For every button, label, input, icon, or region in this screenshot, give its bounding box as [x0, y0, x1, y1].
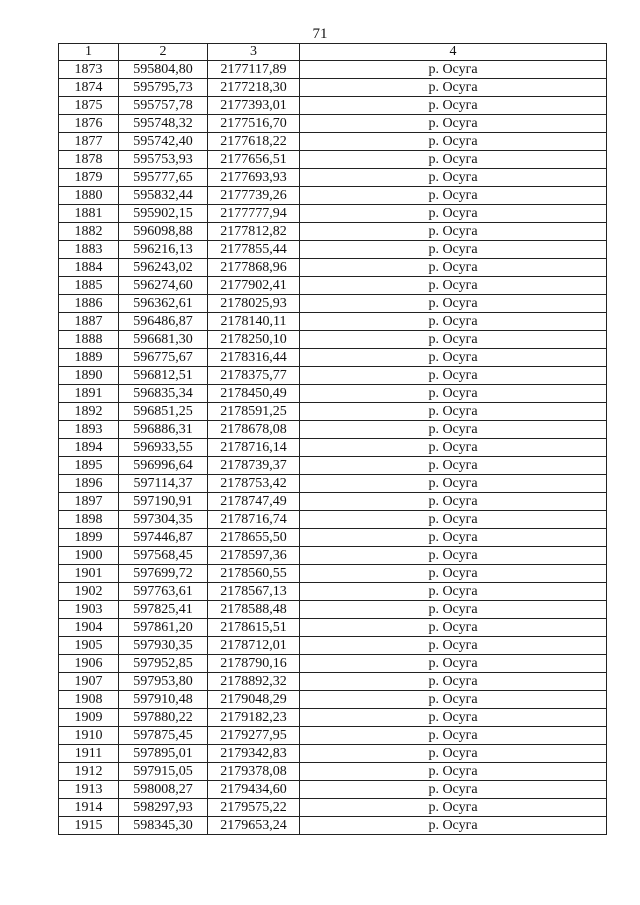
- page-number: 71: [312, 26, 328, 42]
- x-coordinate-cell: 597446,87: [119, 529, 208, 547]
- point-number-cell: 1891: [59, 385, 119, 403]
- y-coordinate-cell: 2178747,49: [208, 493, 300, 511]
- x-coordinate-cell: 595757,78: [119, 97, 208, 115]
- table-row: [59, 79, 607, 97]
- description-cell: р. Осуга: [300, 529, 607, 547]
- point-number-cell: 1902: [59, 583, 119, 601]
- y-coordinate-cell: 2178892,32: [208, 673, 300, 691]
- x-coordinate-cell: 597763,61: [119, 583, 208, 601]
- point-number-cell: 1899: [59, 529, 119, 547]
- x-coordinate-cell: 597930,35: [119, 637, 208, 655]
- table-row: [59, 421, 607, 439]
- x-coordinate-cell: 596362,61: [119, 295, 208, 313]
- table-row: [59, 493, 607, 511]
- point-number-cell: 1914: [59, 799, 119, 817]
- description-cell: р. Осуга: [300, 241, 607, 259]
- x-coordinate-cell: 597568,45: [119, 547, 208, 565]
- y-coordinate-cell: 2179575,22: [208, 799, 300, 817]
- table-row: [59, 97, 607, 115]
- description-cell: р. Осуга: [300, 259, 607, 277]
- description-cell: р. Осуга: [300, 745, 607, 763]
- y-coordinate-cell: 2177117,89: [208, 61, 300, 79]
- point-number-cell: 1896: [59, 475, 119, 493]
- table-row: [59, 583, 607, 601]
- x-coordinate-cell: 597895,01: [119, 745, 208, 763]
- y-coordinate-cell: 2177812,82: [208, 223, 300, 241]
- description-cell: р. Осуга: [300, 511, 607, 529]
- x-coordinate-cell: 596775,67: [119, 349, 208, 367]
- y-coordinate-cell: 2177618,22: [208, 133, 300, 151]
- x-coordinate-cell: 597952,85: [119, 655, 208, 673]
- x-coordinate-cell: 595777,65: [119, 169, 208, 187]
- table-row: [59, 259, 607, 277]
- x-coordinate-cell: 597825,41: [119, 601, 208, 619]
- point-number-cell: 1874: [59, 79, 119, 97]
- description-cell: р. Осуга: [300, 79, 607, 97]
- point-number-cell: 1881: [59, 205, 119, 223]
- point-number-cell: 1877: [59, 133, 119, 151]
- x-coordinate-cell: 597190,91: [119, 493, 208, 511]
- point-number-cell: 1897: [59, 493, 119, 511]
- y-coordinate-cell: 2179653,24: [208, 817, 300, 835]
- point-number-cell: 1873: [59, 61, 119, 79]
- table-row: [59, 673, 607, 691]
- description-cell: р. Осуга: [300, 187, 607, 205]
- description-cell: р. Осуга: [300, 61, 607, 79]
- x-coordinate-cell: 596681,30: [119, 331, 208, 349]
- point-number-cell: 1901: [59, 565, 119, 583]
- x-coordinate-cell: 596243,02: [119, 259, 208, 277]
- x-coordinate-cell: 595832,44: [119, 187, 208, 205]
- table-row: [59, 655, 607, 673]
- description-cell: р. Осуга: [300, 637, 607, 655]
- point-number-cell: 1913: [59, 781, 119, 799]
- x-coordinate-cell: 596886,31: [119, 421, 208, 439]
- y-coordinate-cell: 2178790,16: [208, 655, 300, 673]
- table-row: [59, 169, 607, 187]
- point-number-cell: 1898: [59, 511, 119, 529]
- y-coordinate-cell: 2178753,42: [208, 475, 300, 493]
- y-coordinate-cell: 2177393,01: [208, 97, 300, 115]
- y-coordinate-cell: 2178140,11: [208, 313, 300, 331]
- y-coordinate-cell: 2179277,95: [208, 727, 300, 745]
- table-row: [59, 709, 607, 727]
- point-number-cell: 1885: [59, 277, 119, 295]
- table-body: [59, 61, 607, 835]
- y-coordinate-cell: 2177902,41: [208, 277, 300, 295]
- y-coordinate-cell: 2177777,94: [208, 205, 300, 223]
- table-row: [59, 475, 607, 493]
- point-number-cell: 1887: [59, 313, 119, 331]
- x-coordinate-cell: 597699,72: [119, 565, 208, 583]
- x-coordinate-cell: 596835,34: [119, 385, 208, 403]
- description-cell: р. Осуга: [300, 709, 607, 727]
- point-number-cell: 1882: [59, 223, 119, 241]
- y-coordinate-cell: 2179378,08: [208, 763, 300, 781]
- description-cell: р. Осуга: [300, 619, 607, 637]
- y-coordinate-cell: 2177656,51: [208, 151, 300, 169]
- y-coordinate-cell: 2179048,29: [208, 691, 300, 709]
- description-cell: р. Осуга: [300, 313, 607, 331]
- table-row: [59, 691, 607, 709]
- y-coordinate-cell: 2178316,44: [208, 349, 300, 367]
- point-number-cell: 1880: [59, 187, 119, 205]
- description-cell: р. Осуга: [300, 781, 607, 799]
- point-number-cell: 1883: [59, 241, 119, 259]
- x-coordinate-cell: 596933,55: [119, 439, 208, 457]
- description-cell: р. Осуга: [300, 601, 607, 619]
- column-header-3: 3: [208, 44, 300, 61]
- description-cell: р. Осуга: [300, 457, 607, 475]
- x-coordinate-cell: 595742,40: [119, 133, 208, 151]
- table-row: [59, 745, 607, 763]
- x-coordinate-cell: 595748,32: [119, 115, 208, 133]
- y-coordinate-cell: 2178712,01: [208, 637, 300, 655]
- table-row: [59, 187, 607, 205]
- description-cell: р. Осуга: [300, 655, 607, 673]
- x-coordinate-cell: 596274,60: [119, 277, 208, 295]
- y-coordinate-cell: 2177868,96: [208, 259, 300, 277]
- description-cell: р. Осуга: [300, 817, 607, 835]
- table-row: [59, 115, 607, 133]
- y-coordinate-cell: 2178716,74: [208, 511, 300, 529]
- y-coordinate-cell: 2178591,25: [208, 403, 300, 421]
- description-cell: р. Осуга: [300, 133, 607, 151]
- description-cell: р. Осуга: [300, 385, 607, 403]
- y-coordinate-cell: 2177693,93: [208, 169, 300, 187]
- table-header-row: [59, 44, 607, 61]
- y-coordinate-cell: 2177218,30: [208, 79, 300, 97]
- y-coordinate-cell: 2178739,37: [208, 457, 300, 475]
- x-coordinate-cell: 595753,93: [119, 151, 208, 169]
- description-cell: р. Осуга: [300, 475, 607, 493]
- y-coordinate-cell: 2178450,49: [208, 385, 300, 403]
- column-header-2: 2: [119, 44, 208, 61]
- column-header-1: 1: [59, 44, 119, 61]
- description-cell: р. Осуга: [300, 205, 607, 223]
- x-coordinate-cell: 596996,64: [119, 457, 208, 475]
- description-cell: р. Осуга: [300, 763, 607, 781]
- description-cell: р. Осуга: [300, 115, 607, 133]
- description-cell: р. Осуга: [300, 583, 607, 601]
- x-coordinate-cell: 598297,93: [119, 799, 208, 817]
- point-number-cell: 1876: [59, 115, 119, 133]
- description-cell: р. Осуга: [300, 277, 607, 295]
- table-row: [59, 349, 607, 367]
- x-coordinate-cell: 596486,87: [119, 313, 208, 331]
- x-coordinate-cell: 597880,22: [119, 709, 208, 727]
- point-number-cell: 1905: [59, 637, 119, 655]
- point-number-cell: 1910: [59, 727, 119, 745]
- description-cell: р. Осуга: [300, 439, 607, 457]
- x-coordinate-cell: 595902,15: [119, 205, 208, 223]
- point-number-cell: 1907: [59, 673, 119, 691]
- y-coordinate-cell: 2178655,50: [208, 529, 300, 547]
- description-cell: р. Осуга: [300, 331, 607, 349]
- x-coordinate-cell: 597915,05: [119, 763, 208, 781]
- y-coordinate-cell: 2177516,70: [208, 115, 300, 133]
- point-number-cell: 1888: [59, 331, 119, 349]
- x-coordinate-cell: 596098,88: [119, 223, 208, 241]
- table-row: [59, 241, 607, 259]
- point-number-cell: 1892: [59, 403, 119, 421]
- description-cell: р. Осуга: [300, 97, 607, 115]
- x-coordinate-cell: 595804,80: [119, 61, 208, 79]
- description-cell: р. Осуга: [300, 295, 607, 313]
- table-row: [59, 781, 607, 799]
- description-cell: р. Осуга: [300, 169, 607, 187]
- x-coordinate-cell: 598008,27: [119, 781, 208, 799]
- point-number-cell: 1890: [59, 367, 119, 385]
- y-coordinate-cell: 2178716,14: [208, 439, 300, 457]
- y-coordinate-cell: 2178615,51: [208, 619, 300, 637]
- point-number-cell: 1895: [59, 457, 119, 475]
- y-coordinate-cell: 2177739,26: [208, 187, 300, 205]
- y-coordinate-cell: 2179182,23: [208, 709, 300, 727]
- point-number-cell: 1879: [59, 169, 119, 187]
- description-cell: р. Осуга: [300, 403, 607, 421]
- table-row: [59, 403, 607, 421]
- table-row: [59, 133, 607, 151]
- y-coordinate-cell: 2178375,77: [208, 367, 300, 385]
- description-cell: р. Осуга: [300, 799, 607, 817]
- point-number-cell: 1878: [59, 151, 119, 169]
- x-coordinate-cell: 597910,48: [119, 691, 208, 709]
- y-coordinate-cell: 2179434,60: [208, 781, 300, 799]
- table-row: [59, 619, 607, 637]
- x-coordinate-cell: 596851,25: [119, 403, 208, 421]
- description-cell: р. Осуга: [300, 547, 607, 565]
- point-number-cell: 1886: [59, 295, 119, 313]
- column-header-4: 4: [300, 44, 607, 61]
- table-row: [59, 601, 607, 619]
- table-row: [59, 565, 607, 583]
- y-coordinate-cell: 2178567,13: [208, 583, 300, 601]
- table-row: [59, 295, 607, 313]
- description-cell: р. Осуга: [300, 493, 607, 511]
- x-coordinate-cell: 597861,20: [119, 619, 208, 637]
- y-coordinate-cell: 2178588,48: [208, 601, 300, 619]
- table-row: [59, 205, 607, 223]
- description-cell: р. Осуга: [300, 349, 607, 367]
- table-row: [59, 61, 607, 79]
- table-row: [59, 727, 607, 745]
- table-row: [59, 817, 607, 835]
- point-number-cell: 1893: [59, 421, 119, 439]
- table-row: [59, 367, 607, 385]
- x-coordinate-cell: 597304,35: [119, 511, 208, 529]
- description-cell: р. Осуга: [300, 673, 607, 691]
- table-row: [59, 223, 607, 241]
- description-cell: р. Осуга: [300, 565, 607, 583]
- point-number-cell: 1909: [59, 709, 119, 727]
- x-coordinate-cell: 596216,13: [119, 241, 208, 259]
- point-number-cell: 1894: [59, 439, 119, 457]
- point-number-cell: 1904: [59, 619, 119, 637]
- table-row: [59, 511, 607, 529]
- point-number-cell: 1906: [59, 655, 119, 673]
- y-coordinate-cell: 2178250,10: [208, 331, 300, 349]
- point-number-cell: 1889: [59, 349, 119, 367]
- table-row: [59, 439, 607, 457]
- table-row: [59, 385, 607, 403]
- point-number-cell: 1903: [59, 601, 119, 619]
- y-coordinate-cell: 2178025,93: [208, 295, 300, 313]
- point-number-cell: 1911: [59, 745, 119, 763]
- description-cell: р. Осуга: [300, 727, 607, 745]
- coordinates-table: [58, 43, 607, 835]
- point-number-cell: 1875: [59, 97, 119, 115]
- table-row: [59, 313, 607, 331]
- description-cell: р. Осуга: [300, 691, 607, 709]
- point-number-cell: 1912: [59, 763, 119, 781]
- y-coordinate-cell: 2179342,83: [208, 745, 300, 763]
- y-coordinate-cell: 2178560,55: [208, 565, 300, 583]
- y-coordinate-cell: 2177855,44: [208, 241, 300, 259]
- x-coordinate-cell: 598345,30: [119, 817, 208, 835]
- table-row: [59, 763, 607, 781]
- table-row: [59, 457, 607, 475]
- table-row: [59, 277, 607, 295]
- table-row: [59, 637, 607, 655]
- description-cell: р. Осуга: [300, 367, 607, 385]
- x-coordinate-cell: 597953,80: [119, 673, 208, 691]
- table-row: [59, 529, 607, 547]
- point-number-cell: 1900: [59, 547, 119, 565]
- point-number-cell: 1915: [59, 817, 119, 835]
- x-coordinate-cell: 597875,45: [119, 727, 208, 745]
- y-coordinate-cell: 2178597,36: [208, 547, 300, 565]
- point-number-cell: 1908: [59, 691, 119, 709]
- description-cell: р. Осуга: [300, 421, 607, 439]
- table-row: [59, 331, 607, 349]
- table-row: [59, 547, 607, 565]
- y-coordinate-cell: 2178678,08: [208, 421, 300, 439]
- table-row: [59, 151, 607, 169]
- description-cell: р. Осуга: [300, 151, 607, 169]
- description-cell: р. Осуга: [300, 223, 607, 241]
- x-coordinate-cell: 595795,73: [119, 79, 208, 97]
- point-number-cell: 1884: [59, 259, 119, 277]
- x-coordinate-cell: 596812,51: [119, 367, 208, 385]
- table-row: [59, 799, 607, 817]
- x-coordinate-cell: 597114,37: [119, 475, 208, 493]
